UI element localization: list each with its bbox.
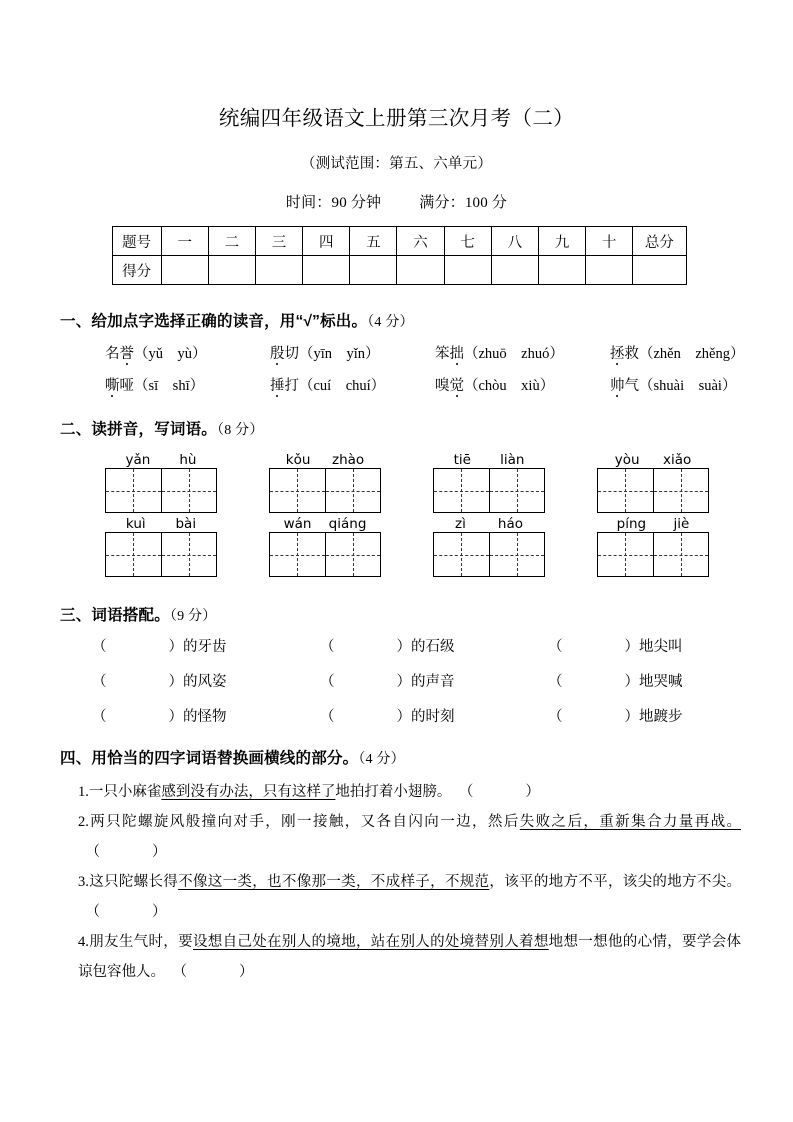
answer-open-paren: （ (172, 964, 187, 980)
pinyin-line (269, 449, 381, 468)
score-cell-2[interactable] (208, 256, 255, 285)
replace-item (78, 927, 741, 987)
pinyin-syllable: tiē (453, 452, 471, 468)
pinyin-options[interactable]: （yīn yǐn） (299, 346, 380, 362)
dotted-char: 誉 (119, 346, 134, 362)
word-pre: 名 (105, 346, 120, 362)
score-cell-10[interactable] (586, 256, 633, 285)
item-number: 1. (78, 784, 89, 800)
collocation-item[interactable] (92, 670, 320, 691)
pinyin-syllable: zì (455, 516, 466, 532)
pinyin-syllable: yǎn (125, 452, 151, 468)
word-post: 气 (624, 378, 639, 394)
pinyin-syllable: háo (497, 516, 523, 532)
dotted-char: 拙 (449, 346, 464, 362)
collocation-text: ）的石级 (396, 639, 455, 655)
dotted-char: 帅 (610, 378, 625, 394)
col-header-9: 九 (538, 227, 585, 256)
collocation-text: ）地踱步 (624, 709, 683, 725)
tianzige-box[interactable] (105, 468, 217, 513)
open-paren: （ (548, 639, 563, 655)
pinyin-options[interactable]: （zhěn zhěng） (639, 346, 745, 362)
word-pre: 笨 (435, 346, 450, 362)
item-text-underlined: 感到没有办法，只有这样了 (161, 784, 336, 800)
score-cell-4[interactable] (303, 256, 350, 285)
open-paren: （ (92, 709, 107, 725)
col-header-total: 总分 (633, 227, 686, 256)
item-number: 2. (78, 814, 89, 830)
tianzige-cell[interactable] (434, 533, 489, 576)
tianzige-cell[interactable] (106, 533, 161, 576)
item-number: 3. (78, 874, 89, 890)
section-4 (0, 746, 793, 987)
dotted-char: 拯 (610, 346, 625, 362)
pronunciation-item[interactable] (435, 374, 610, 395)
section-1-heading (0, 309, 793, 331)
collocation-row (92, 705, 793, 726)
tianzige-cell[interactable] (325, 469, 381, 512)
tianzige-group (269, 449, 381, 577)
page-title: 统编四年级语文上册第三次月考（二） (218, 107, 575, 130)
tianzige-cell[interactable] (270, 469, 325, 512)
col-header-6: 六 (397, 227, 444, 256)
pinyin-syllable: kuì (125, 516, 146, 532)
tianzige-cell[interactable] (161, 533, 217, 576)
col-header-10: 十 (586, 227, 633, 256)
tianzige-box[interactable] (597, 532, 709, 577)
dotted-char: 觉 (449, 378, 464, 394)
collocation-row (92, 635, 793, 656)
pinyin-syllable: liàn (500, 452, 525, 468)
test-scope-subtitle: （测试范围：第五、六单元） (300, 156, 493, 172)
dotted-char: 嘶 (105, 378, 120, 394)
pinyin-line (269, 513, 381, 532)
pinyin-options[interactable]: （shuài suài） (639, 378, 737, 394)
section-4-points: （4 分） (358, 752, 405, 767)
dotted-char: 捶 (270, 378, 285, 394)
table-row-score (112, 256, 686, 285)
answer-close-paren: ） (239, 964, 254, 980)
collocation-item[interactable] (548, 635, 776, 656)
col-header-4: 四 (303, 227, 350, 256)
row-label-score: 得分 (112, 256, 161, 285)
item-text-plain: 地拍打着小翅膀。 (335, 784, 452, 800)
section-1-points: （4 分） (367, 315, 414, 330)
col-header-7: 七 (444, 227, 491, 256)
score-cell-5[interactable] (350, 256, 397, 285)
pinyin-options[interactable]: （cuí chuí） (299, 378, 386, 394)
answer-bracket[interactable] (451, 777, 547, 807)
pinyin-line (105, 449, 217, 468)
tianzige-cell[interactable] (653, 533, 709, 576)
pinyin-syllable: qiáng (328, 516, 367, 532)
item-text-plain: 一只小麻雀 (88, 784, 162, 800)
pinyin-syllable: kǒu (285, 452, 311, 468)
collocation-text: ）的风姿 (168, 674, 227, 690)
tianzige-area (0, 449, 793, 577)
pinyin-options[interactable]: （sī shī） (134, 378, 205, 394)
section-1-title-text: 一、给加点字选择正确的读音，用“√”标出。 (60, 313, 368, 330)
pronunciation-item[interactable] (270, 342, 435, 363)
pinyin-line (105, 513, 217, 532)
pronunciation-item[interactable] (270, 374, 435, 395)
full-score-label: 满分：100 分 (419, 195, 508, 211)
tianzige-group (105, 449, 217, 577)
word-post: 打 (284, 378, 299, 394)
exam-meta (0, 173, 793, 212)
pronunciation-item[interactable] (435, 342, 610, 363)
dotted-char: 殷 (270, 346, 285, 362)
pronunciation-row (105, 342, 793, 363)
replace-item (78, 807, 741, 867)
section-2-heading (0, 417, 793, 439)
pinyin-syllable: yòu (614, 452, 640, 468)
tianzige-box[interactable] (433, 532, 545, 577)
tianzige-cell[interactable] (434, 469, 489, 512)
pronunciation-item[interactable] (610, 342, 785, 363)
score-cell-9[interactable] (538, 256, 585, 285)
word-post: 哑 (119, 378, 134, 394)
pinyin-syllable: bài (175, 516, 197, 532)
answer-open-paren: （ (85, 904, 100, 920)
replace-item (78, 867, 741, 927)
section-4-title-text: 四、用恰当的四字词语替换画横线的部分。 (60, 750, 359, 767)
item-text-plain: 这只陀螺长得 (88, 874, 179, 890)
open-paren: （ (320, 639, 335, 655)
collocation-item[interactable] (320, 635, 548, 656)
tianzige-group (597, 449, 709, 577)
score-cell-1[interactable] (161, 256, 208, 285)
pinyin-line (597, 449, 709, 468)
open-paren: （ (320, 674, 335, 690)
tianzige-cell[interactable] (489, 469, 545, 512)
time-label: 时间：90 分钟 (285, 195, 382, 211)
answer-bracket[interactable] (165, 957, 261, 987)
tianzige-cell[interactable] (653, 469, 709, 512)
section-1-rows (0, 342, 793, 395)
section-2-points: （8 分） (217, 423, 264, 438)
open-paren: （ (92, 639, 107, 655)
answer-close-paren: ） (152, 844, 167, 860)
score-cell-7[interactable] (444, 256, 491, 285)
open-paren: （ (548, 709, 563, 725)
col-header-2: 二 (208, 227, 255, 256)
row-label-question-no: 题号 (112, 227, 161, 256)
pronunciation-item[interactable] (610, 374, 785, 395)
collocation-item[interactable] (548, 670, 776, 691)
answer-close-paren: ） (152, 904, 167, 920)
pinyin-syllable: wán (283, 516, 312, 532)
replace-item (78, 777, 741, 807)
section-3-points: （9 分） (169, 609, 217, 624)
item-text-plain: 两只陀螺旋风般撞向对手，刚一接触，又各自闪向一边，然后 (88, 814, 520, 830)
tianzige-cell[interactable] (106, 469, 161, 512)
pronunciation-item[interactable] (105, 342, 270, 363)
section-3-rows (0, 635, 793, 726)
pinyin-syllable: zhào (332, 452, 365, 468)
tianzige-box[interactable] (269, 532, 381, 577)
open-paren: （ (92, 674, 107, 690)
collocation-text: ）的声音 (396, 674, 455, 690)
pinyin-syllable: píng (616, 516, 647, 532)
item-text-underlined: 设想自己处在别人的境地，站在别人的处境替别人着想 (192, 934, 549, 950)
open-paren: （ (548, 674, 563, 690)
section-1 (0, 309, 793, 395)
word-pre: 嗅 (435, 378, 450, 394)
tianzige-box[interactable] (105, 532, 217, 577)
tianzige-cell[interactable] (161, 469, 217, 512)
pinyin-line (433, 449, 545, 468)
word-post: 切 (284, 346, 299, 362)
collocation-text: ）地尖叫 (624, 639, 683, 655)
answer-bracket[interactable] (78, 897, 174, 927)
score-cell-total[interactable] (633, 256, 686, 285)
item-text-underlined: 失败之后，重新集合力量再战。 (519, 814, 742, 830)
collocation-item[interactable] (320, 705, 548, 726)
pinyin-options[interactable]: （zhuō zhuó） (464, 346, 564, 362)
section-3-title-text: 三、词语搭配。 (60, 607, 170, 624)
item-text-plain: ，该平的地方不平，该尖的地方不尖。 (489, 874, 742, 890)
tianzige-cell[interactable] (270, 533, 325, 576)
pronunciation-row (105, 374, 793, 395)
tianzige-box[interactable] (433, 468, 545, 513)
collocation-text: ）的怪物 (168, 709, 227, 725)
word-post: 救 (624, 346, 639, 362)
answer-bracket[interactable] (78, 837, 174, 867)
score-cell-6[interactable] (397, 256, 444, 285)
item-text-plain: 朋友生气时，要 (88, 934, 193, 950)
pinyin-line (433, 513, 545, 532)
pinyin-options[interactable]: （yǔ yù） (134, 346, 207, 362)
tianzige-cell[interactable] (598, 469, 653, 512)
collocation-item[interactable] (92, 635, 320, 656)
collocation-item[interactable] (92, 705, 320, 726)
pinyin-syllable: jiè (673, 516, 690, 532)
item-text-underlined: 不像这一类，也不像那一类，不成样子，不规范 (178, 874, 490, 890)
item-number: 4. (78, 934, 89, 950)
section-4-items (0, 777, 793, 987)
section-4-heading (0, 746, 793, 768)
pinyin-options[interactable]: （chòu xiù） (464, 378, 555, 394)
score-cell-3[interactable] (255, 256, 302, 285)
col-header-1: 一 (161, 227, 208, 256)
col-header-8: 八 (491, 227, 538, 256)
score-table (112, 226, 687, 285)
table-row-question-no (112, 227, 686, 256)
tianzige-box[interactable] (597, 468, 709, 513)
collocation-row (92, 670, 793, 691)
pinyin-syllable: xiǎo (662, 452, 692, 468)
answer-open-paren: （ (85, 844, 100, 860)
col-header-5: 五 (350, 227, 397, 256)
pinyin-syllable: hù (179, 452, 197, 468)
tianzige-cell[interactable] (489, 533, 545, 576)
section-2 (0, 417, 793, 577)
col-header-3: 三 (255, 227, 302, 256)
tianzige-group (433, 449, 545, 577)
tianzige-cell[interactable] (598, 533, 653, 576)
tianzige-box[interactable] (269, 468, 381, 513)
collocation-item[interactable] (548, 705, 776, 726)
collocation-item[interactable] (320, 670, 548, 691)
answer-open-paren: （ (458, 784, 474, 800)
section-3 (0, 603, 793, 726)
answer-close-paren: ） (525, 784, 540, 800)
section-2-title-text: 二、读拼音，写词语。 (60, 421, 218, 438)
pinyin-line (597, 513, 709, 532)
tianzige-cell[interactable] (325, 533, 381, 576)
item-text-plain: 地想一想他的心情，要学会体谅包容他人。 (78, 934, 742, 980)
section-3-heading (0, 603, 793, 625)
collocation-text: ）地哭喊 (624, 674, 683, 690)
collocation-text: ）的牙齿 (168, 639, 227, 655)
score-table-wrap (0, 226, 793, 285)
score-cell-8[interactable] (491, 256, 538, 285)
pronunciation-item[interactable] (105, 374, 270, 395)
collocation-text: ）的时刻 (396, 709, 455, 725)
open-paren: （ (320, 709, 335, 725)
